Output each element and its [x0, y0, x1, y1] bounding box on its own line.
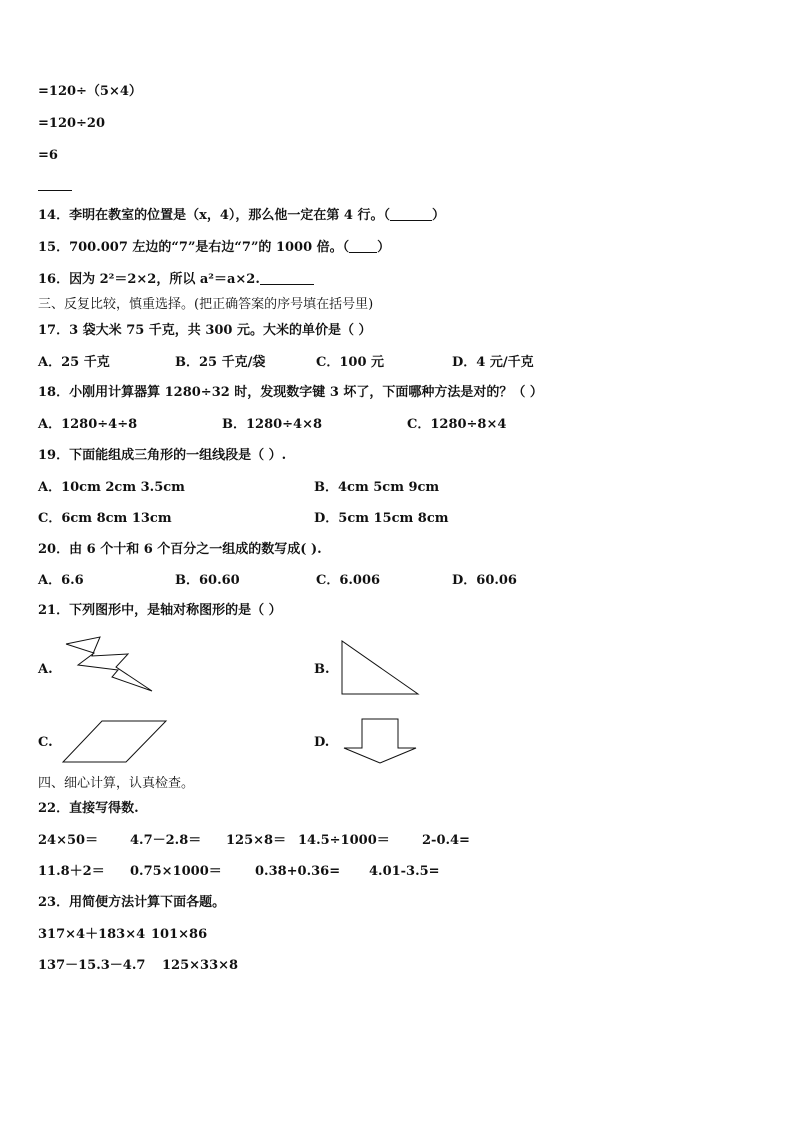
calc-item: 125×8＝	[226, 833, 287, 848]
calc-item: 11.8＋2＝	[38, 864, 105, 879]
question-14-end: ）	[431, 208, 445, 223]
calc-item: 4.7－2.8＝	[130, 833, 202, 848]
calc-item: 0.38+0.36=	[255, 864, 341, 879]
calc-item: 14.5÷1000＝	[298, 833, 390, 848]
calc-step-1: =120÷（5×4）	[38, 84, 142, 99]
option-a[interactable]: A．6.6	[38, 573, 84, 588]
question-17: 17．3 袋大米 75 千克，共 300 元。大米的单价是（ ）	[38, 323, 372, 338]
question-14-text: 14．李明在教室的位置是（x，4），那么他一定在第 4 行。（	[38, 208, 390, 223]
question-16	[38, 272, 314, 288]
parallelogram-shape	[60, 718, 170, 766]
calc-item: 2-0.4=	[422, 833, 470, 848]
option-a[interactable]: A.	[38, 662, 53, 677]
option-d[interactable]: D．4 元/千克	[452, 355, 534, 370]
question-21: 21．下列图形中，是轴对称图形的是（ ）	[38, 603, 282, 618]
question-15	[38, 240, 390, 256]
option-c[interactable]: C．100 元	[316, 355, 385, 370]
down-arrow-shape	[338, 716, 422, 766]
question-14	[38, 208, 445, 224]
calc-item: 137－15.3－4.7	[38, 958, 146, 973]
option-a[interactable]: A．25 千克	[38, 355, 110, 370]
answer-blank[interactable]	[390, 208, 432, 221]
option-b[interactable]: B．60.60	[175, 573, 240, 588]
right-triangle-shape	[338, 638, 422, 698]
calc-item: 4.01-3.5=	[369, 864, 440, 879]
question-19: 19．下面能组成三角形的一组线段是（ ）.	[38, 448, 287, 463]
lightning-bolt-shape	[62, 634, 156, 694]
option-c[interactable]: C．6.006	[316, 573, 381, 588]
calc-step-3: =6	[38, 148, 58, 163]
calc-step-2: =120÷20	[38, 116, 106, 131]
option-c[interactable]: C.	[38, 735, 53, 750]
option-c[interactable]: C．6cm 8cm 13cm	[38, 511, 172, 526]
calc-item: 24×50＝	[38, 833, 99, 848]
option-b[interactable]: B.	[314, 662, 330, 677]
answer-blank[interactable]	[349, 240, 377, 253]
question-15-text: 15．700.007 左边的“7”是右边“7”的 1000 倍。（	[38, 240, 350, 255]
option-a[interactable]: A．1280÷4÷8	[38, 417, 138, 432]
calc-item: 317×4＋183×4	[38, 927, 146, 942]
calc-item: 0.75×1000＝	[130, 864, 222, 879]
question-22: 22．直接写得数.	[38, 801, 139, 816]
question-18: 18．小刚用计算器算 1280÷32 时，发现数字键 3 坏了，下面哪种方法是对的？（ ）	[38, 385, 543, 400]
question-15-end: ）	[377, 240, 391, 255]
section-3-heading: 三、反复比较，慎重选择。(把正确答案的序号填在括号里)	[38, 297, 374, 312]
option-a[interactable]: A．10cm 2cm 3.5cm	[38, 480, 185, 495]
option-d[interactable]: D.	[314, 735, 330, 750]
option-b[interactable]: B．25 千克/袋	[175, 355, 266, 370]
option-d[interactable]: D．60.06	[452, 573, 517, 588]
option-d[interactable]: D．5cm 15cm 8cm	[314, 511, 449, 526]
question-20: 20．由 6 个十和 6 个百分之一组成的数写成( ).	[38, 542, 322, 557]
question-16-text: 16．因为 2²＝2×2，所以 a²＝a×2.	[38, 272, 260, 287]
option-b[interactable]: B．1280÷4×8	[222, 417, 323, 432]
question-23: 23．用简便方法计算下面各题。	[38, 895, 226, 910]
calc-item: 101×86	[151, 927, 208, 942]
option-b[interactable]: B．4cm 5cm 9cm	[314, 480, 440, 495]
answer-rule	[38, 190, 72, 191]
option-c[interactable]: C．1280÷8×4	[407, 417, 507, 432]
calc-item: 125×33×8	[162, 958, 239, 973]
section-4-heading: 四、细心计算，认真检查。	[38, 776, 195, 791]
answer-blank[interactable]	[260, 272, 314, 285]
